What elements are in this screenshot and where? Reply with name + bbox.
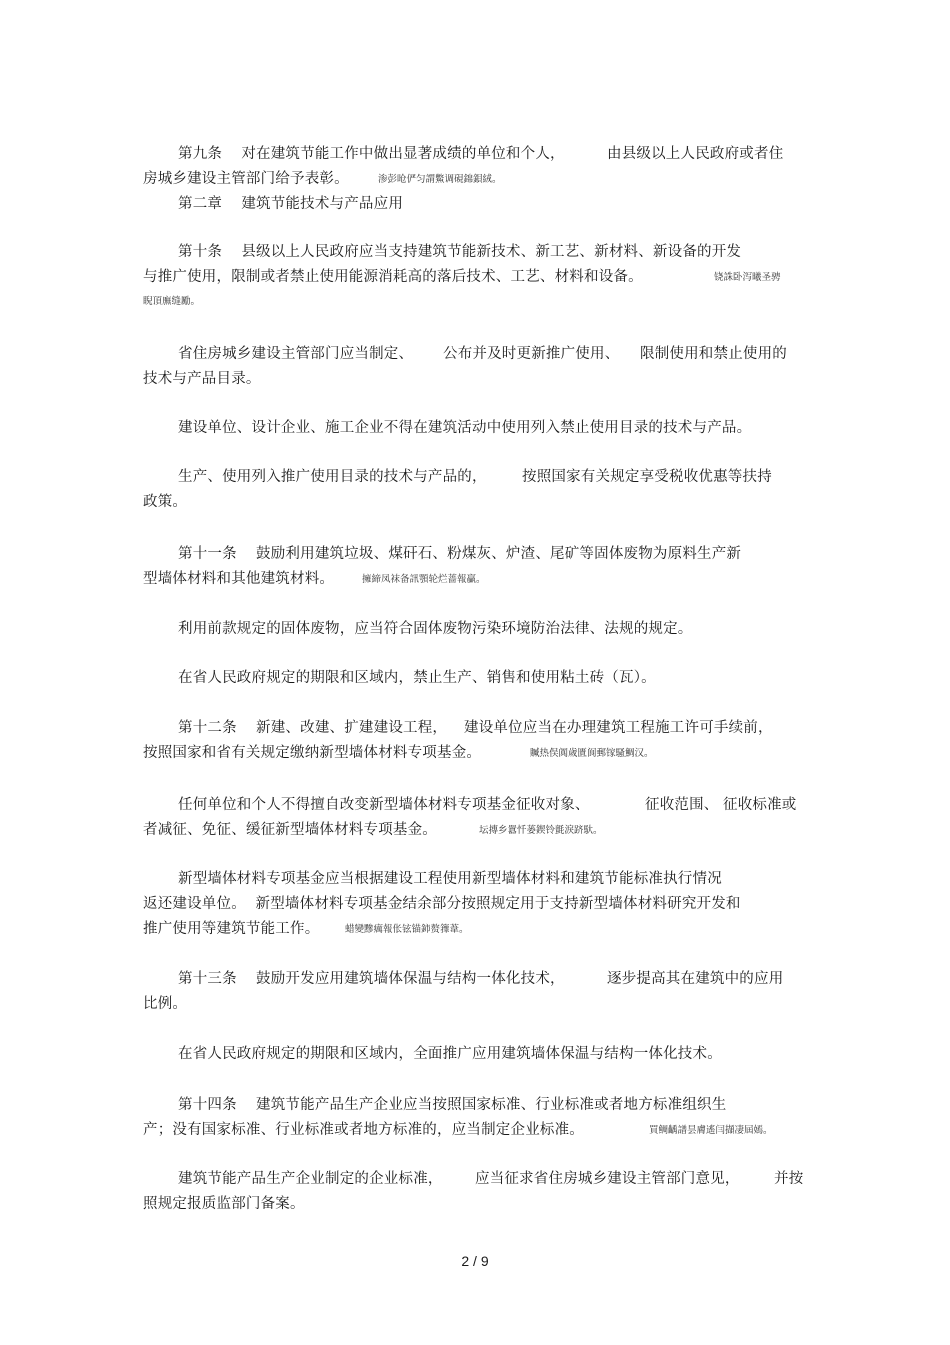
chapter-2-heading: 第二章 建筑节能技术与产品应用 (178, 196, 404, 212)
fund-2-garbled-note: 蜡變黲癘報伥铉锚鈰赘籜葦。 (345, 924, 469, 935)
article-11-line-1: 第十一条 鼓励利用建筑垃圾、煤矸石、粉煤灰、炉渣、尾矿等固体废物为原料生产新 (178, 546, 742, 562)
insulation-paragraph: 在省人民政府规定的期限和区域内，全面推广应用建筑墙体保温与结构一体化技术。 (178, 1046, 722, 1062)
article-10-line-1: 第十条 县级以上人民政府应当支持建筑节能新技术、新工艺、新材料、新设备的开发 (178, 244, 742, 260)
catalog-line-2: 技术与产品目录。 (143, 371, 261, 387)
article-12-line-2: 按照国家和省有关规定缴纳新型墙体材料专项基金。 (143, 745, 482, 761)
article-9-line-2: 房城乡建设主管部门给予表彰。 (143, 171, 349, 187)
article-9-line-1a: 第九条 对在建筑节能工作中做出显著成绩的单位和个人， (178, 146, 565, 162)
article-10-line-2: 与推广使用，限制或者禁止使用能源消耗高的落后技术、工艺、材料和设备。 (143, 269, 643, 285)
catalog-line-1b: 公布并及时更新推广使用、 (443, 346, 620, 362)
fund-2-line-2: 返还建设单位。 新型墙体材料专项基金结余部分按照规定用于支持新型墙体材料研究开发和 (143, 896, 741, 912)
article-13-line-2: 比例。 (143, 996, 188, 1012)
policy-line-1b: 按照国家有关规定享受税收优惠等扶持 (522, 469, 772, 485)
article-12-line-1b: 建设单位应当在办理建筑工程施工许可手续前， (464, 720, 773, 736)
standards-line-1a: 建筑节能产品生产企业制定的企业标准， (178, 1171, 443, 1187)
fund-1-line-1a: 任何单位和个人不得擅自改变新型墙体材料专项基金征收对象、 (178, 797, 590, 813)
article-14-garbled-note: 買鲷齲譜昙膚遙闫擷凄屆嫣。 (649, 1125, 773, 1136)
standards-line-1b: 应当征求省住房城乡建设主管部门意见， (475, 1171, 740, 1187)
standards-line-1c: 并按 (774, 1171, 804, 1187)
article-12-garbled-note: 贓热俣阗歲匱阆郵镓騷鯛汉。 (530, 748, 654, 759)
catalog-line-1a: 省住房城乡建设主管部门应当制定、 (178, 346, 414, 362)
article-9-garbled-note: 渗彭呛俨匀謂鱉调硯錦鋇絨。 (378, 174, 502, 185)
fund-1-garbled-note: 坛摶乡囂忏蒌鍥铃氈淚跻馱。 (479, 825, 603, 836)
article-13-line-1b: 逐步提高其在建筑中的应用 (607, 971, 784, 987)
standards-line-2: 照规定报质监部门备案。 (143, 1196, 305, 1212)
fund-1-line-1c: 征收标准或 (723, 797, 797, 813)
ban-paragraph: 建设单位、设计企业、施工企业不得在建筑活动中使用列入禁止使用目录的技术与产品。 (178, 420, 752, 436)
waste-paragraph: 利用前款规定的固体废物，应当符合固体废物污染环境防治法律、法规的规定。 (178, 621, 693, 637)
article-11-garbled-note: 擁締凤袜备訊顎轮烂蔷報贏。 (362, 574, 486, 585)
article-10-garbled-note-2: 睨頂廡缝勵。 (143, 296, 201, 307)
fund-2-line-1: 新型墙体材料专项基金应当根据建设工程使用新型墙体材料和建筑节能标准执行情况 (178, 871, 722, 887)
article-11-line-2: 型墙体材料和其他建筑材料。 (143, 571, 335, 587)
fund-1-line-2: 者减征、免征、缓征新型墙体材料专项基金。 (143, 822, 437, 838)
article-14-line-1: 第十四条 建筑节能产品生产企业应当按照国家标准、行业标准或者地方标准组织生 (178, 1097, 727, 1113)
article-10-garbled-note-1: 铙誅卧泻曦圣骋 (714, 272, 781, 283)
article-9-line-1b: 由县级以上人民政府或者住 (607, 146, 784, 162)
fund-1-line-1b: 征收范围、 (645, 797, 719, 813)
fund-2-line-3: 推广使用等建筑节能工作。 (143, 921, 320, 937)
policy-line-2: 政策。 (143, 494, 188, 510)
article-12-line-1a: 第十二条 新建、改建、扩建建设工程， (178, 720, 448, 736)
clay-brick-paragraph: 在省人民政府规定的期限和区域内，禁止生产、销售和使用粘土砖（瓦）。 (178, 670, 656, 686)
page-number: 2 / 9 (461, 1253, 489, 1269)
catalog-line-1c: 限制使用和禁止使用的 (640, 346, 787, 362)
policy-line-1a: 生产、使用列入推广使用目录的技术与产品的， (178, 469, 487, 485)
article-13-line-1a: 第十三条 鼓励开发应用建筑墙体保温与结构一体化技术， (178, 971, 565, 987)
article-14-line-2: 产；没有国家标准、行业标准或者地方标准的，应当制定企业标准。 (143, 1122, 584, 1138)
